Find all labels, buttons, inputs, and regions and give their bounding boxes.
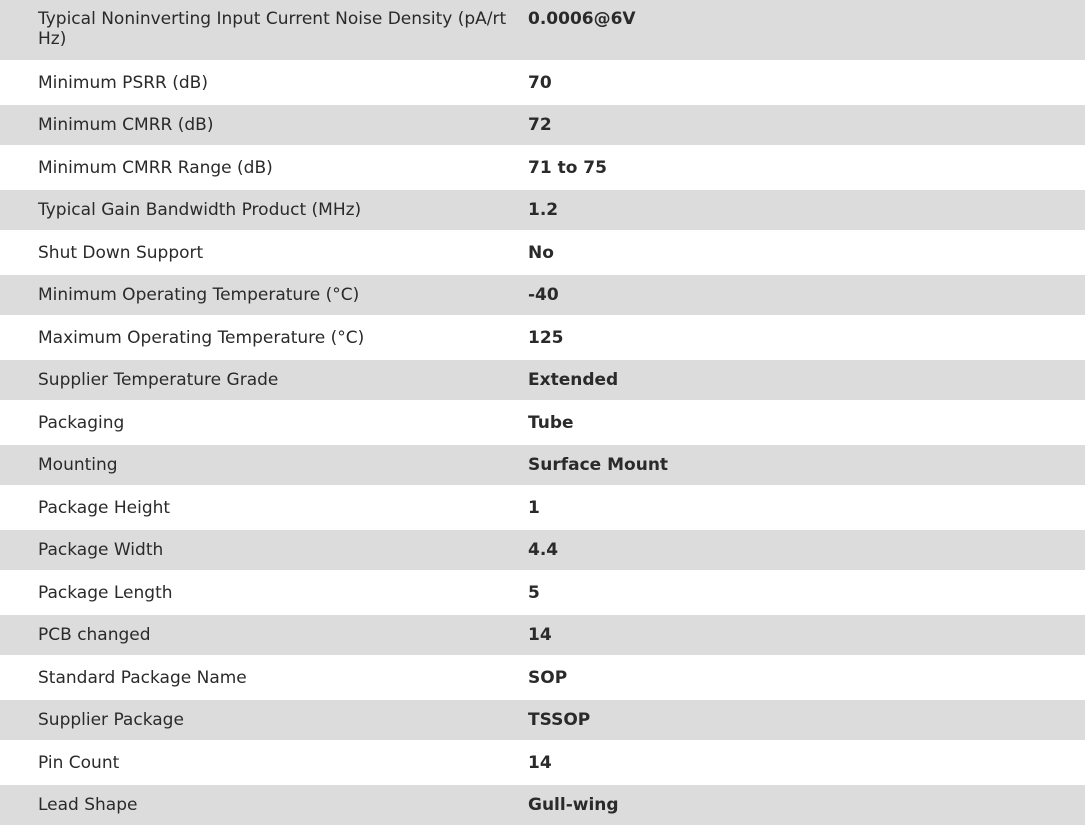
spec-value: 4.4 xyxy=(528,540,559,560)
spec-value: No xyxy=(528,242,554,263)
spec-value: 70 xyxy=(528,72,552,93)
table-row xyxy=(0,402,1085,445)
table-row xyxy=(0,62,1085,105)
spec-value: Gull-wing xyxy=(528,795,619,815)
spec-label: Typical Gain Bandwidth Product (MHz) xyxy=(38,200,362,220)
spec-label: Typical Noninverting Input Current Noise Density (pA/rt Hz) xyxy=(38,9,507,49)
spec-value: 1 xyxy=(528,497,540,518)
spec-value: TSSOP xyxy=(528,710,591,730)
spec-label: Supplier Package xyxy=(38,710,184,730)
spec-label: Package Width xyxy=(38,540,164,560)
spec-value: Tube xyxy=(528,412,574,433)
spec-label: Mounting xyxy=(38,455,118,475)
spec-label: Maximum Operating Temperature (°C) xyxy=(38,327,365,348)
table-row xyxy=(0,0,1085,62)
spec-label: Lead Shape xyxy=(38,795,138,815)
spec-label: Package Length xyxy=(38,582,173,603)
spec-value: Extended xyxy=(528,370,619,390)
table-row xyxy=(0,105,1085,147)
table-row xyxy=(0,317,1085,360)
spec-value: 5 xyxy=(528,582,540,603)
spec-label: Minimum PSRR (dB) xyxy=(38,72,208,93)
table-row xyxy=(0,360,1085,402)
table-row xyxy=(0,530,1085,572)
spec-label: Standard Package Name xyxy=(38,667,247,688)
table-row xyxy=(0,615,1085,657)
spec-value: -40 xyxy=(528,285,559,305)
spec-value: 125 xyxy=(528,327,564,348)
spec-value: 71 to 75 xyxy=(528,157,607,178)
spec-label: Minimum Operating Temperature (°C) xyxy=(38,285,360,305)
table-row xyxy=(0,232,1085,275)
table-row xyxy=(0,572,1085,615)
spec-label: Shut Down Support xyxy=(38,242,204,263)
spec-value: Surface Mount xyxy=(528,455,669,475)
spec-label: Pin Count xyxy=(38,752,120,773)
table-row xyxy=(0,657,1085,700)
spec-label: PCB changed xyxy=(38,625,151,645)
spec-value: SOP xyxy=(528,667,568,688)
table-row xyxy=(0,190,1085,232)
table-row xyxy=(0,147,1085,190)
spec-label: Minimum CMRR Range (dB) xyxy=(38,157,273,178)
table-row xyxy=(0,785,1085,827)
spec-label: Supplier Temperature Grade xyxy=(38,370,279,390)
table-row xyxy=(0,487,1085,530)
spec-label: Packaging xyxy=(38,412,125,433)
table-row xyxy=(0,742,1085,785)
spec-value: 72 xyxy=(528,115,552,135)
table-row xyxy=(0,700,1085,742)
spec-label: Package Height xyxy=(38,497,171,518)
spec-value: 0.0006@6V xyxy=(528,9,636,29)
spec-value: 1.2 xyxy=(528,200,559,220)
spec-value: 14 xyxy=(528,752,552,773)
table-row xyxy=(0,445,1085,487)
table-row xyxy=(0,275,1085,317)
spec-label: Minimum CMRR (dB) xyxy=(38,115,214,135)
spec-value: 14 xyxy=(528,625,552,645)
